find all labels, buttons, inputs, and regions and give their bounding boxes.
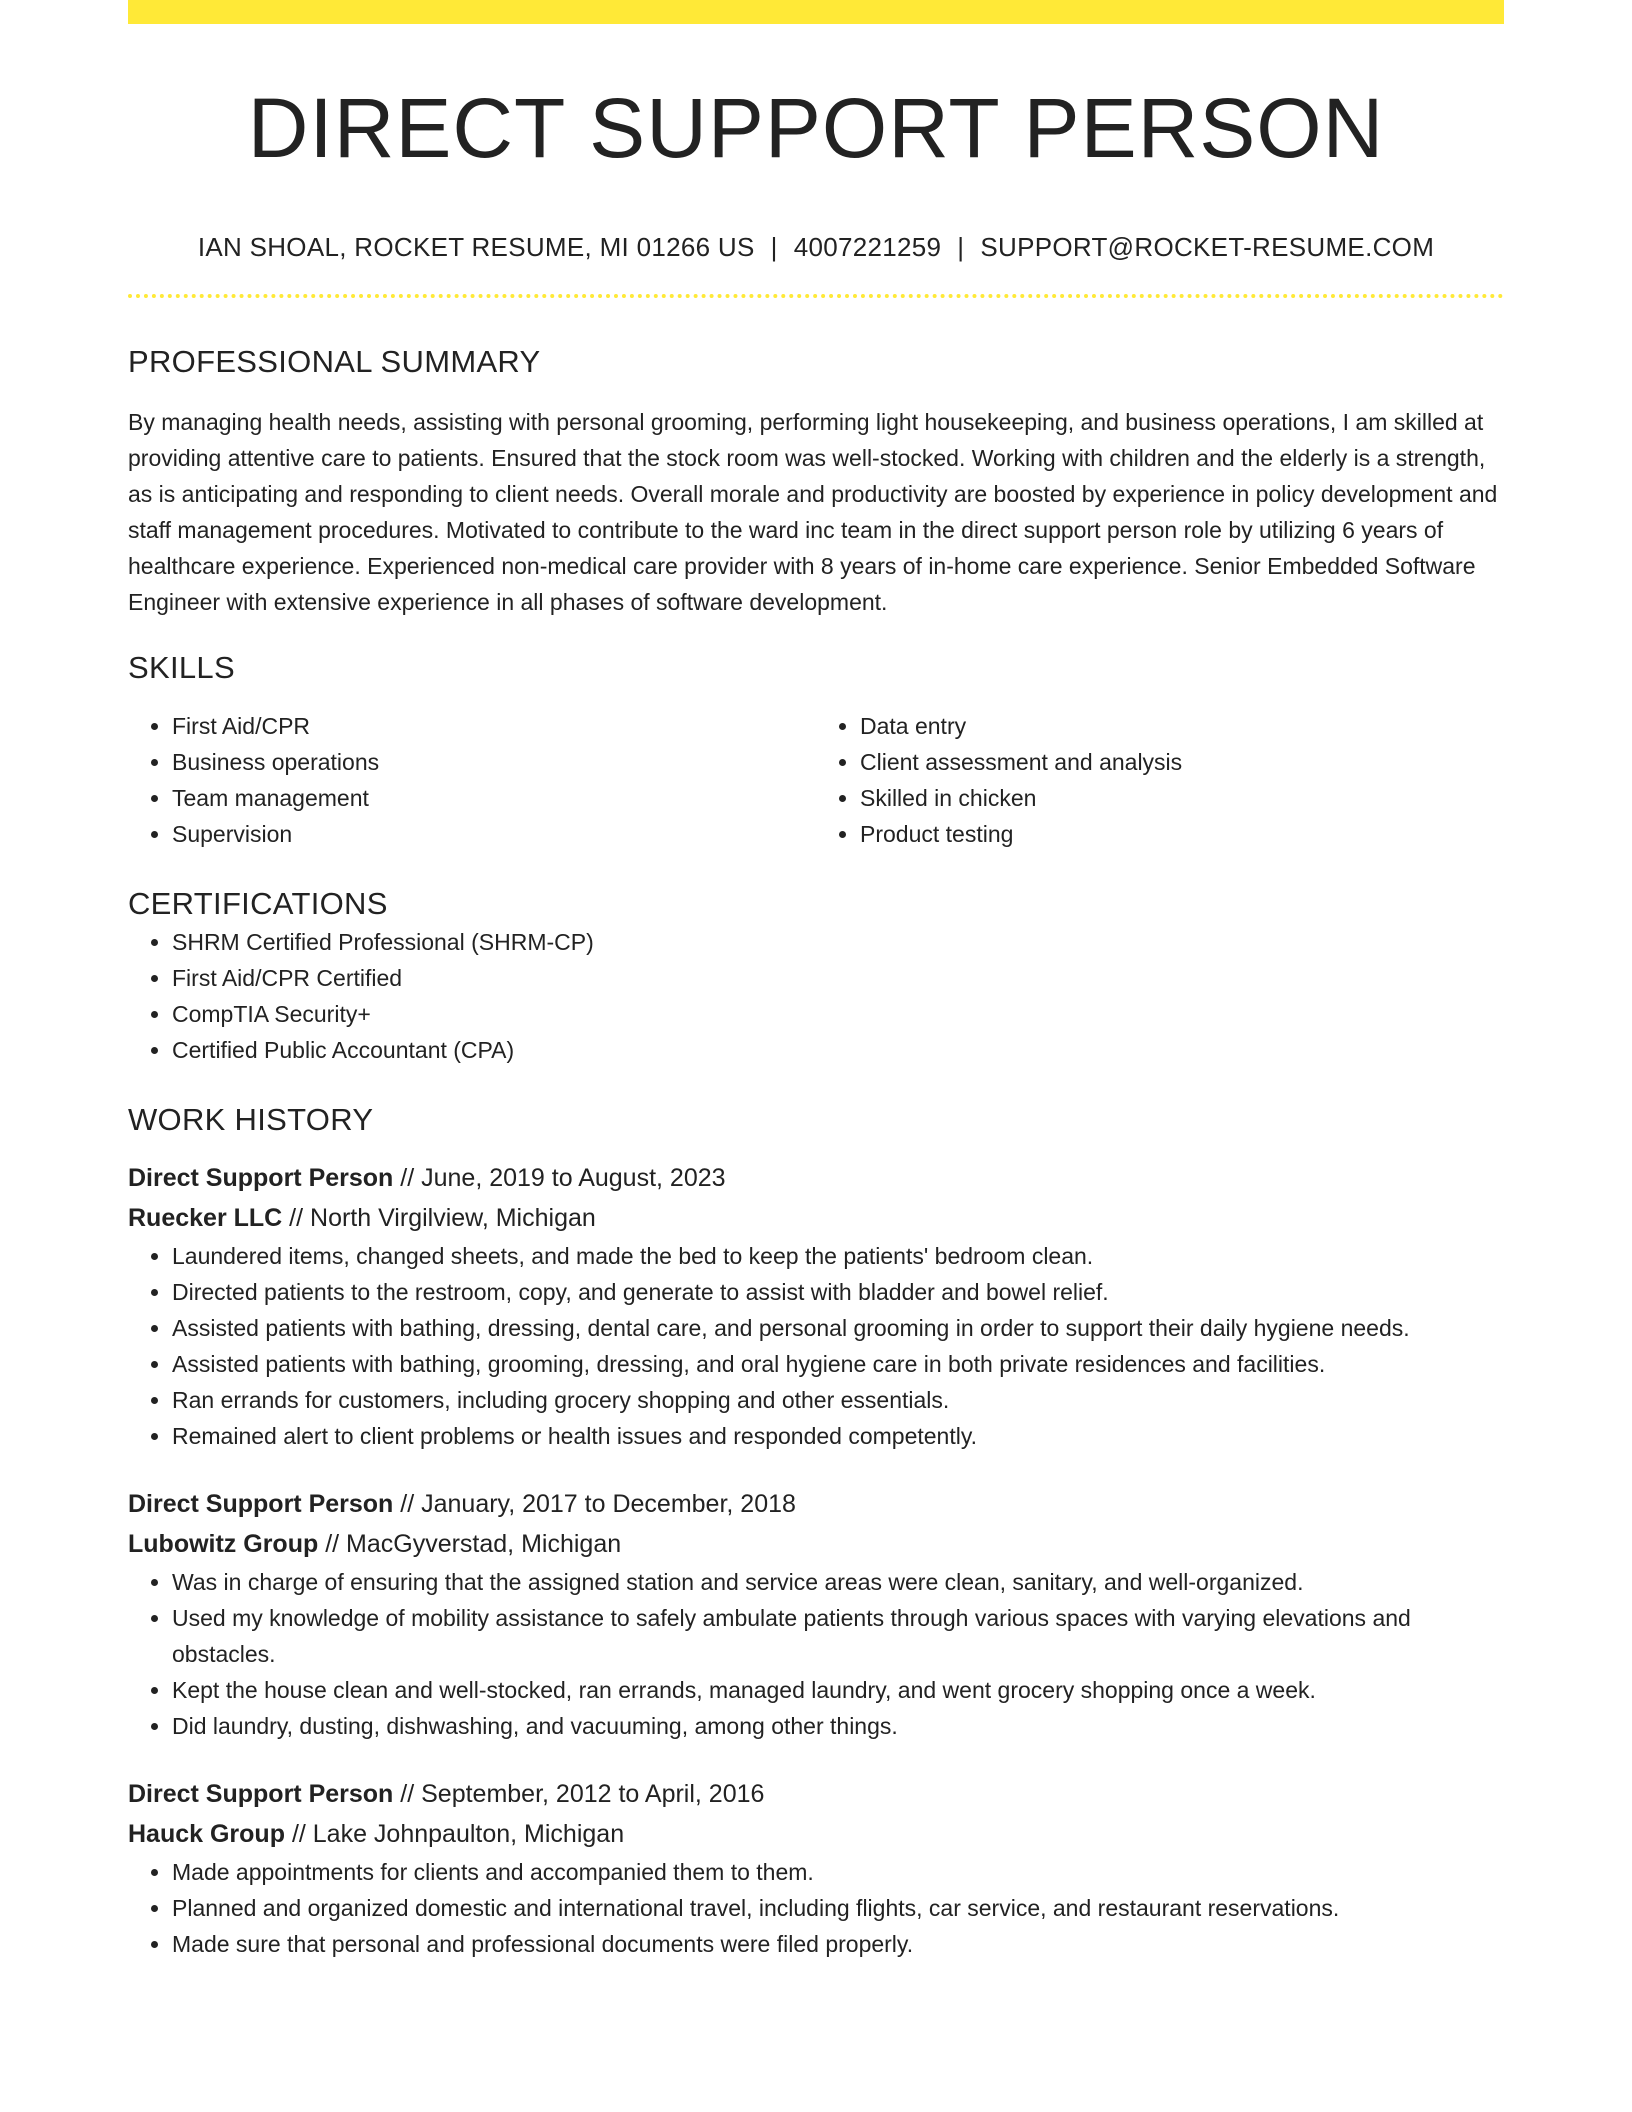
resume-page: [128, 0, 1504, 1962]
job-company-line: [128, 1198, 1504, 1238]
job-location: // North Virgilview, Michigan: [289, 1204, 596, 1232]
contact-line: [128, 230, 1504, 264]
job-duty-item: • Assisted patients with bathing, dressing, dental care, and personal grooming in order to support their daily hygiene needs.: [172, 1310, 1504, 1346]
job-role: Direct Support Person: [128, 1490, 394, 1518]
skills-list-right: [816, 708, 1504, 852]
job-company-line: [128, 1524, 1504, 1564]
job-duty-item: • Ran errands for customers, including grocery shopping and other essentials.: [172, 1382, 1504, 1418]
job-entry: [128, 1484, 1504, 1744]
skill-item: • Business operations: [172, 744, 816, 780]
skill-item: • Client assessment and analysis: [860, 744, 1504, 780]
top-accent-bar: [128, 0, 1504, 24]
skills-section-title: SKILLS: [128, 650, 235, 685]
job-location: // Lake Johnpaulton, Michigan: [291, 1820, 625, 1848]
skill-item: • Team management: [172, 780, 816, 816]
certification-item: • Certified Public Accountant (CPA): [172, 1032, 1504, 1068]
job-duty-item: • Directed patients to the restroom, copy, and generate to assist with bladder and bowel relief.: [172, 1274, 1504, 1310]
skills-list-left: [128, 708, 816, 852]
contact-address: IAN SHOAL, ROCKET RESUME, MI 01266 US: [197, 232, 755, 262]
job-title-line: [128, 1484, 1504, 1524]
job-duty-item: • Did laundry, dusting, dishwashing, and vacuuming, among other things.: [172, 1708, 1504, 1744]
contact-separator: |: [770, 232, 778, 262]
job-company: Hauck Group: [128, 1820, 285, 1848]
job-duties-list: [128, 1564, 1504, 1744]
job-title-line: [128, 1158, 1504, 1198]
skill-item: • Data entry: [860, 708, 1504, 744]
job-duty-item: • Planned and organized domestic and international travel, including flights, car service, and restaurant reservations.: [172, 1890, 1504, 1926]
certification-item: • SHRM Certified Professional (SHRM-CP): [172, 924, 1504, 960]
skills-columns: [128, 708, 1504, 852]
summary-section-title: PROFESSIONAL SUMMARY: [128, 344, 541, 379]
job-duties-list: [128, 1854, 1504, 1962]
job-company: Ruecker LLC: [128, 1204, 283, 1232]
dotted-divider: [128, 294, 1504, 298]
contact-separator: |: [957, 232, 965, 262]
work-history-section-title: WORK HISTORY: [128, 1102, 374, 1137]
job-duty-item: • Made appointments for clients and accompanied them to them.: [172, 1854, 1504, 1890]
certifications-list: [128, 924, 1504, 1068]
contact-email: SUPPORT@ROCKET-RESUME.COM: [980, 232, 1435, 262]
job-entry: [128, 1774, 1504, 1962]
skill-item: • Product testing: [860, 816, 1504, 852]
job-role: Direct Support Person: [128, 1780, 394, 1808]
skill-item: • Skilled in chicken: [860, 780, 1504, 816]
job-duty-item: • Was in charge of ensuring that the assigned station and service areas were clean, sanitary, and well-organized.: [172, 1564, 1504, 1600]
job-title-line: [128, 1774, 1504, 1814]
job-dates: // January, 2017 to December, 2018: [400, 1490, 796, 1518]
job-duty-item: • Remained alert to client problems or health issues and responded competently.: [172, 1418, 1504, 1454]
job-duty-item: • Kept the house clean and well-stocked, ran errands, managed laundry, and went grocery shopping once a week.: [172, 1672, 1504, 1708]
job-duty-item: • Assisted patients with bathing, grooming, dressing, and oral hygiene care in both private residences and facilities.: [172, 1346, 1504, 1382]
job-company: Lubowitz Group: [128, 1530, 319, 1558]
job-company-line: [128, 1814, 1504, 1854]
job-dates: // June, 2019 to August, 2023: [400, 1164, 726, 1192]
skill-item: • Supervision: [172, 816, 816, 852]
job-duty-item: • Made sure that personal and professional documents were filed properly.: [172, 1926, 1504, 1962]
certification-item: • First Aid/CPR Certified: [172, 960, 1504, 996]
summary-text: By managing health needs, assisting with personal grooming, performing light housekeeping, and business operations, I am skilled at providing attentive care to patients. Ensured that the stock room was well-stocked. Working with children and the elderly is a strength, as is anticipating and responding to client needs. Overall morale and productivity are boosted by experience in policy development and staff management procedures. Motivated to contribute to the ward inc team in the direct support person role by utilizing 6 years of healthcare experience. Experienced non-medical care provider with 8 years of in-home care experience. Senior Embedded Software Engineer with extensive experience in all phases of software development.: [128, 409, 1498, 615]
contact-phone: 4007221259: [793, 232, 942, 262]
job-entry: [128, 1158, 1504, 1454]
job-dates: // September, 2012 to April, 2016: [400, 1780, 765, 1808]
skill-item: • First Aid/CPR: [172, 708, 816, 744]
job-location: // MacGyverstad, Michigan: [325, 1530, 622, 1558]
job-role: Direct Support Person: [128, 1164, 394, 1192]
job-duties-list: [128, 1238, 1504, 1454]
resume-name-heading: DIRECT SUPPORT PERSON: [247, 81, 1385, 175]
certifications-section-title: CERTIFICATIONS: [128, 886, 388, 921]
certification-item: • CompTIA Security+: [172, 996, 1504, 1032]
job-duty-item: • Laundered items, changed sheets, and made the bed to keep the patients' bedroom clean.: [172, 1238, 1504, 1274]
job-duty-item: • Used my knowledge of mobility assistance to safely ambulate patients through various spaces with varying elevations and obstacles.: [172, 1600, 1504, 1672]
